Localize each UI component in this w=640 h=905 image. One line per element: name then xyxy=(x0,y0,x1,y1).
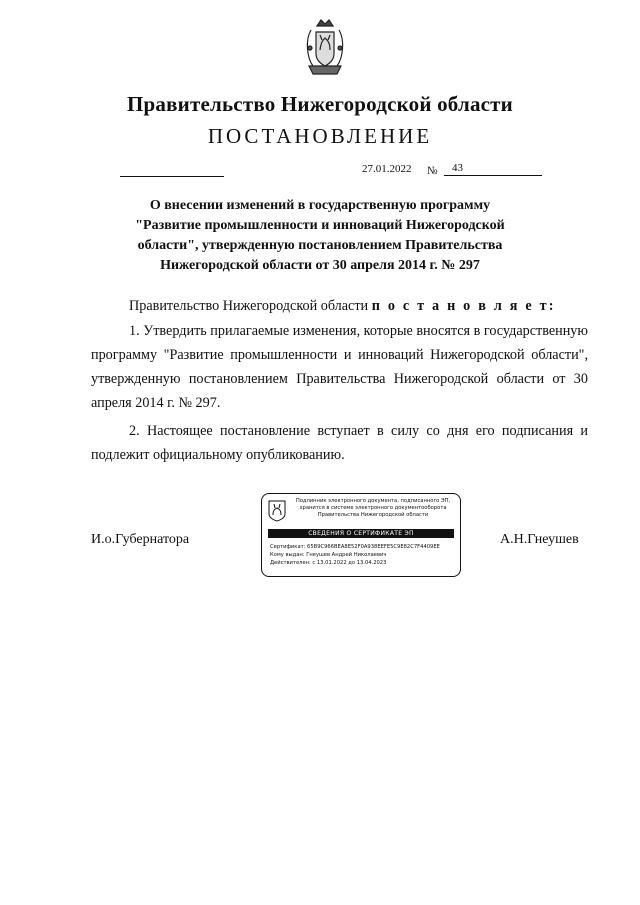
blank-line xyxy=(120,176,224,177)
certificate-id: Сертификат: 65B9C966BEA8E52F0A938EEFE5C9E82C7F4409EE xyxy=(270,544,440,550)
subject-line: области", утвержденную постановлением Правительства xyxy=(137,238,503,253)
intro-prefix: Правительство Нижегородской области xyxy=(129,298,369,314)
document-body xyxy=(91,294,588,467)
document-number: 43 xyxy=(444,162,542,176)
certificate-validity: Действителен: с 13.01.2022 до 13.04.2023 xyxy=(270,560,387,566)
e-signature-stamp xyxy=(261,493,461,577)
stamp-details xyxy=(270,543,456,567)
government-title: Правительство Нижегородской области xyxy=(127,92,513,116)
subject-line: "Развитие промышленности и инноваций Нижегородской xyxy=(135,218,505,233)
document-date: 27.01.2022 xyxy=(362,163,412,175)
item-2: 2. Настоящее постановление вступает в силу со дня его подписания и подлежит официальному опубликованию. xyxy=(91,423,588,463)
subject-line: О внесении изменений в государственную программу xyxy=(149,198,491,213)
signer-name: А.Н.Гнеушев xyxy=(500,532,579,547)
stamp-notice-line: Подлинник электронного документа, подписанного ЭП, xyxy=(295,498,451,504)
resolves-word: п о с т а н о в л я е т: xyxy=(371,298,556,314)
subject-line: Нижегородской области от 30 апреля 2014 г. № 297 xyxy=(160,258,480,273)
stamp-notice xyxy=(290,498,456,519)
document-subject xyxy=(100,196,540,276)
intro-paragraph xyxy=(91,294,588,318)
stamp-notice-line: Правительства Нижегородской области xyxy=(317,512,429,518)
signer-role: И.о.Губернатора xyxy=(91,532,190,547)
coat-of-arms-icon xyxy=(303,18,347,78)
item-1: 1. Утвердить прилагаемые изменения, которые вносятся в государственную программу "Развитие промышленности и инноваций Нижегородской области", утвержденную постановлением Правительства Нижегородской области от 30 апреля 2014 г. № 297. xyxy=(91,323,588,411)
certificate-owner: Кому выдан: Гнеушев Андрей Николаевич xyxy=(270,552,387,558)
stamp-notice-line: хранится в системе электронного документооборота xyxy=(299,505,447,511)
document-kind: ПОСТАНОВЛЕНИЕ xyxy=(207,124,433,148)
stamp-bar-title: СВЕДЕНИЯ О СЕРТИФИКАТЕ ЭП xyxy=(268,529,454,538)
number-label: № xyxy=(427,165,438,177)
deer-emblem-icon xyxy=(268,500,286,522)
